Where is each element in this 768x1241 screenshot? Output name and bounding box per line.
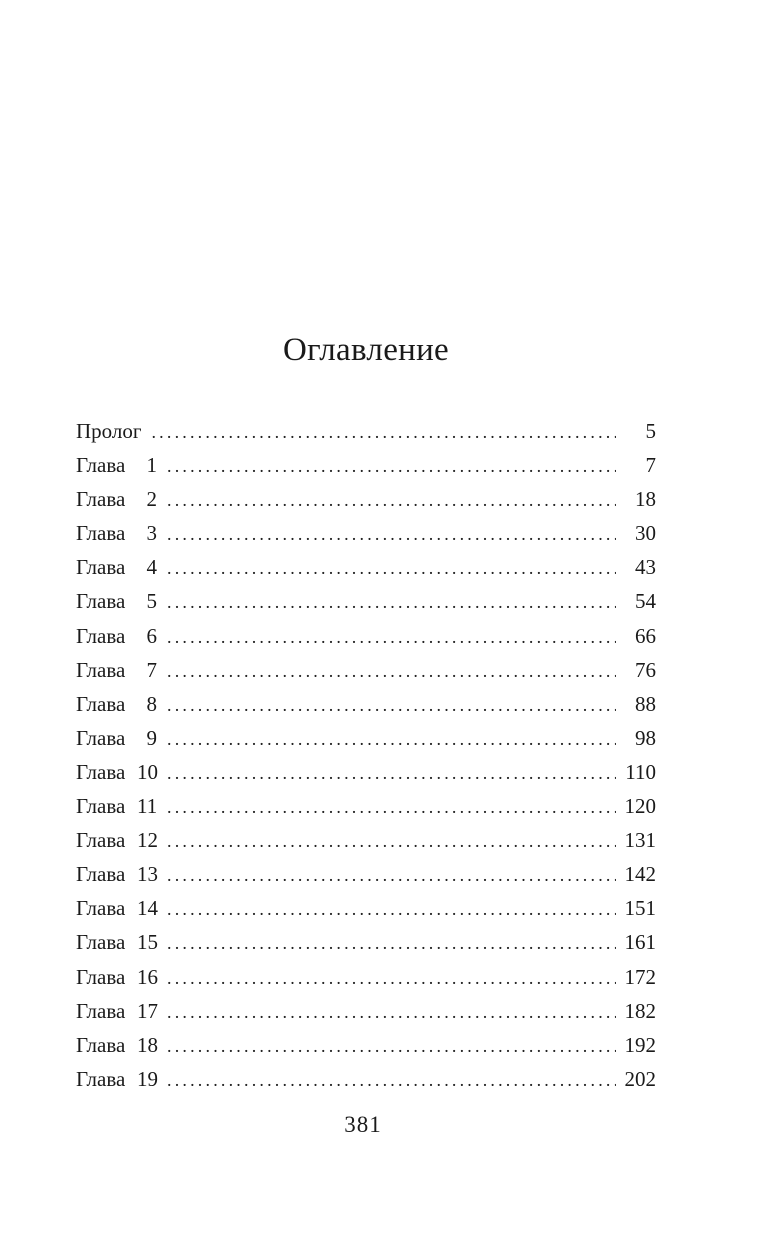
toc-entry-chapter-number: 10 bbox=[137, 759, 158, 784]
toc-entry-page-number: 66 bbox=[635, 623, 656, 648]
toc-dot-leader bbox=[167, 858, 616, 892]
toc-entry-page-number: 76 bbox=[635, 657, 656, 682]
toc-entry-page-number: 30 bbox=[635, 521, 656, 546]
toc-entry-label bbox=[76, 721, 157, 755]
toc-entry-title: Глава bbox=[76, 794, 126, 819]
toc-entry-chapter-number: 4 bbox=[146, 555, 157, 580]
toc-entry-label bbox=[76, 925, 157, 959]
toc-dot-leader bbox=[167, 585, 616, 619]
toc-dot-leader bbox=[167, 926, 616, 960]
toc-entry-page-number: 54 bbox=[635, 589, 656, 614]
toc-entry-chapter-number: 18 bbox=[137, 1032, 158, 1057]
toc-dot-leader bbox=[167, 756, 616, 790]
toc-entry-label bbox=[76, 414, 141, 448]
toc-dot-leader bbox=[167, 688, 616, 722]
toc-entry-label bbox=[76, 823, 157, 857]
toc-entry-title: Глава bbox=[76, 998, 126, 1023]
toc-entry-chapter-number: 9 bbox=[146, 725, 157, 750]
toc-entry-title: Глава bbox=[76, 930, 126, 955]
toc-dot-leader bbox=[167, 449, 616, 483]
toc-entry-title: Глава bbox=[76, 1066, 126, 1091]
toc-entry[interactable] bbox=[76, 516, 656, 550]
toc-entry[interactable] bbox=[76, 789, 656, 823]
toc-dot-leader bbox=[167, 892, 616, 926]
toc-entry-page-number: 142 bbox=[624, 862, 656, 887]
toc-dot-leader bbox=[167, 790, 616, 824]
toc-entry-page-number: 182 bbox=[624, 998, 656, 1023]
toc-entry[interactable] bbox=[76, 994, 656, 1028]
toc-entry-label bbox=[76, 448, 157, 482]
toc-entry-page-number: 202 bbox=[624, 1066, 656, 1091]
toc-entry-chapter-number: 12 bbox=[137, 828, 158, 853]
toc-dot-leader bbox=[167, 1029, 616, 1063]
toc-entry-title: Глава bbox=[76, 691, 126, 716]
toc-entry-chapter-number: 16 bbox=[137, 964, 158, 989]
toc-entry-page-number: 88 bbox=[635, 691, 656, 716]
toc-entry-label bbox=[76, 653, 157, 687]
toc-entry-label bbox=[76, 687, 157, 721]
toc-entry-page-number: 172 bbox=[624, 964, 656, 989]
toc-entry-label bbox=[76, 619, 157, 653]
toc-entry-page-number: 98 bbox=[635, 725, 656, 750]
toc-entry-page-number: 7 bbox=[645, 453, 656, 478]
toc-entry-page-number: 131 bbox=[624, 828, 656, 853]
toc-entry[interactable] bbox=[76, 414, 656, 448]
toc-entry-title: Глава bbox=[76, 521, 126, 546]
toc-entry[interactable] bbox=[76, 857, 656, 891]
page-number: 381 bbox=[344, 1112, 382, 1137]
toc-entry[interactable] bbox=[76, 619, 656, 653]
toc-dot-leader bbox=[167, 722, 616, 756]
toc-entry[interactable] bbox=[76, 891, 656, 925]
toc-entry-label bbox=[76, 960, 157, 994]
table-of-contents bbox=[76, 414, 656, 1096]
toc-entry-page-number: 43 bbox=[635, 555, 656, 580]
toc-entry-page-number: 120 bbox=[624, 794, 656, 819]
toc-dot-leader bbox=[151, 415, 616, 449]
toc-entry-page-number: 5 bbox=[645, 419, 656, 443]
toc-entry-title: Глава bbox=[76, 1032, 126, 1057]
toc-entry-title: Глава bbox=[76, 555, 126, 580]
toc-entry-chapter-number: 1 bbox=[146, 453, 157, 478]
toc-dot-leader bbox=[167, 517, 616, 551]
toc-dot-leader bbox=[167, 551, 616, 585]
toc-entry[interactable] bbox=[76, 925, 656, 959]
toc-entry-label bbox=[76, 550, 157, 584]
toc-entry-chapter-number: 5 bbox=[146, 589, 157, 614]
toc-dot-leader bbox=[167, 620, 616, 654]
toc-entry-title: Глава bbox=[76, 453, 126, 478]
toc-dot-leader bbox=[167, 961, 616, 995]
toc-entry-label bbox=[76, 516, 157, 550]
toc-entry-chapter-number: 2 bbox=[146, 487, 157, 512]
toc-entry[interactable] bbox=[76, 653, 656, 687]
toc-entry-label bbox=[76, 994, 157, 1028]
toc-entry[interactable] bbox=[76, 721, 656, 755]
toc-entry-chapter-number: 13 bbox=[137, 862, 158, 887]
toc-entry-title: Глава bbox=[76, 589, 126, 614]
page-title: Оглавление bbox=[282, 332, 450, 368]
toc-entry[interactable] bbox=[76, 1062, 656, 1096]
toc-entry-title: Глава bbox=[76, 657, 126, 682]
toc-entry-chapter-number: 6 bbox=[146, 623, 157, 648]
toc-dot-leader bbox=[167, 1063, 616, 1097]
toc-entry-title: Глава bbox=[76, 487, 126, 512]
toc-entry[interactable] bbox=[76, 584, 656, 618]
toc-dot-leader bbox=[167, 824, 616, 858]
toc-entry-label bbox=[76, 1062, 157, 1096]
toc-entry-label bbox=[76, 891, 157, 925]
toc-entry-chapter-number: 11 bbox=[137, 794, 158, 819]
toc-entry[interactable] bbox=[76, 1028, 656, 1062]
toc-entry-page-number: 151 bbox=[624, 896, 656, 921]
toc-entry-chapter-number: 19 bbox=[137, 1066, 158, 1091]
toc-entry-chapter-number: 8 bbox=[146, 691, 157, 716]
toc-entry-title: Глава bbox=[76, 964, 126, 989]
toc-entry-title: Глава bbox=[76, 862, 126, 887]
toc-entry-title: Глава bbox=[76, 623, 126, 648]
toc-entry-label bbox=[76, 755, 157, 789]
toc-entry-title: Пролог bbox=[76, 419, 142, 443]
toc-dot-leader bbox=[167, 654, 616, 688]
toc-dot-leader bbox=[167, 483, 616, 517]
toc-entry-label bbox=[76, 482, 157, 516]
toc-entry-chapter-number: 7 bbox=[146, 657, 157, 682]
toc-entry[interactable] bbox=[76, 550, 656, 584]
toc-entry-label bbox=[76, 857, 157, 891]
toc-entry-page-number: 110 bbox=[625, 759, 656, 784]
toc-entry[interactable] bbox=[76, 448, 656, 482]
toc-entry[interactable] bbox=[76, 755, 656, 789]
toc-entry-page-number: 18 bbox=[635, 487, 656, 512]
toc-dot-leader bbox=[167, 995, 616, 1029]
toc-entry-chapter-number: 17 bbox=[137, 998, 158, 1023]
toc-entry-chapter-number: 14 bbox=[137, 896, 158, 921]
toc-entry-title: Глава bbox=[76, 828, 126, 853]
toc-entry-label bbox=[76, 1028, 157, 1062]
toc-entry[interactable] bbox=[76, 960, 656, 994]
toc-entry-label bbox=[76, 789, 157, 823]
toc-entry-label bbox=[76, 584, 157, 618]
toc-entry[interactable] bbox=[76, 823, 656, 857]
toc-entry[interactable] bbox=[76, 687, 656, 721]
toc-entry-chapter-number: 3 bbox=[146, 521, 157, 546]
toc-entry-page-number: 192 bbox=[624, 1032, 656, 1057]
toc-entry-page-number: 161 bbox=[624, 930, 656, 955]
toc-entry-title: Глава bbox=[76, 759, 126, 784]
toc-entry[interactable] bbox=[76, 482, 656, 516]
toc-entry-title: Глава bbox=[76, 725, 126, 750]
toc-entry-chapter-number: 15 bbox=[137, 930, 158, 955]
toc-entry-title: Глава bbox=[76, 896, 126, 921]
